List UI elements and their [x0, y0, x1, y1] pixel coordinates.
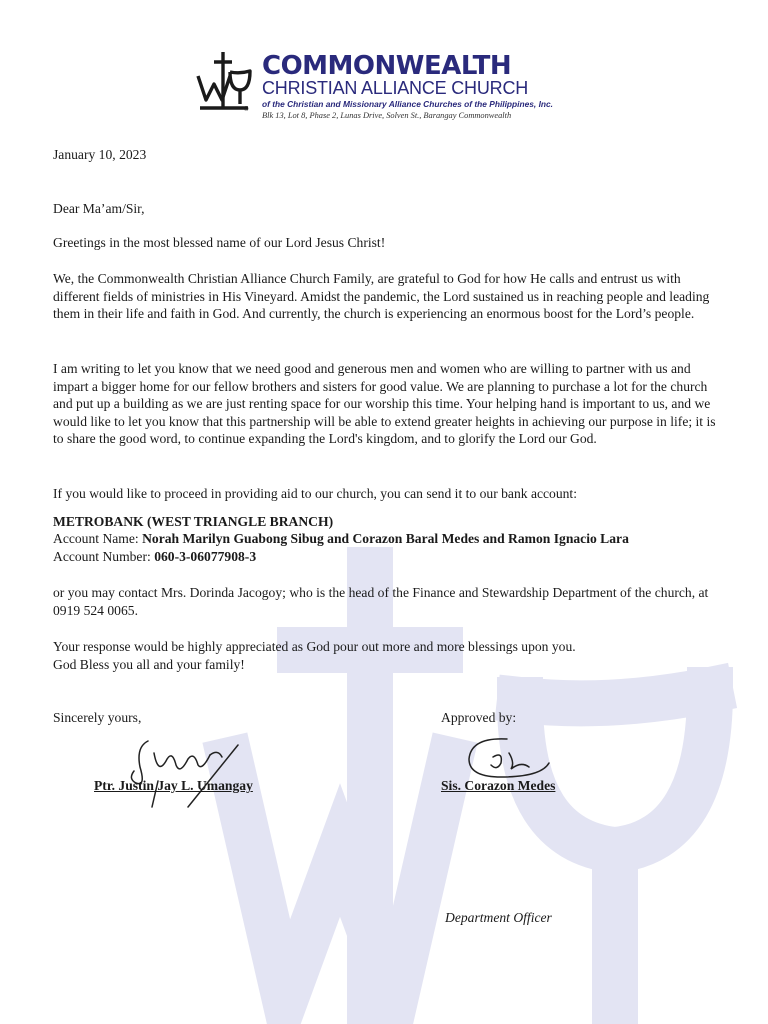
account-name-label: Account Name: [53, 531, 139, 546]
approved-label: Approved by: [441, 710, 517, 725]
paragraph-request: I am writing to let you know that we need good and generous men and women who are willing to partner with us and impart a bigger home for our fellow brothers and sisters for good value. We are planning to purchase a lot for the church and put up a building as we are just renting space for our worship this time. Your helping hand is important to us, and we would like to let you know that this partnership will be able to extend greater heights in achieving our purpose in life; it is to share the good word, to continue expanding the Lord's kingdom, and to glorify the Lord our God. [53, 361, 716, 447]
account-name-line [53, 530, 721, 548]
signatory-approver-title: Department Officer [445, 910, 552, 925]
org-subname: CHRISTIAN ALLIANCE CHURCH [262, 78, 529, 98]
account-number-value: 060-3-06077908-3 [154, 549, 257, 564]
account-name-value: Norah Marilyn Guabong Sibug and Corazon Baral Medes and Ramon Ignacio Lara [142, 531, 629, 546]
org-address: Blk 13, Lot 8, Phase 2, Lunas Drive, Solven St., Barangay Commonwealth [262, 111, 512, 120]
org-name: COMMONWEALTH [262, 51, 512, 81]
letter-date: January 10, 2023 [53, 147, 147, 162]
salutation: Dear Ma’am/Sir, [53, 201, 145, 216]
church-logo-icon [192, 50, 254, 114]
greeting: Greetings in the most blessed name of our Lord Jesus Christ! [53, 235, 386, 250]
letterhead [192, 48, 592, 128]
sign-off: Sincerely yours, [53, 710, 142, 725]
org-affiliation: of the Christian and Missionary Alliance Churches of the Philippines, Inc. [262, 99, 554, 109]
bank-name: METROBANK (WEST TRIANGLE BRANCH) [53, 514, 334, 529]
closing-line-2: God Bless you all and your family! [53, 657, 245, 672]
paragraph-contact: or you may contact Mrs. Dorinda Jacogoy; who is the head of the Finance and Stewardship Department of the church, at 0919 524 0065. [53, 585, 709, 618]
paragraph-bank-intro: If you would like to proceed in providing aid to our church, you can send it to our bank account: [53, 486, 577, 501]
account-number-line [53, 548, 721, 566]
registered-mark: ® [244, 107, 249, 113]
signatory-approver: Sis. Corazon Medes [441, 778, 556, 793]
closing-line-1: Your response would be highly appreciated as God pour out more and more blessings upon you. [53, 639, 576, 654]
account-number-label: Account Number: [53, 549, 151, 564]
paragraph-gratitude: We, the Commonwealth Christian Alliance Church Family, are grateful to God for how He calls and entrust us with different fields of ministries in His Vineyard. Amidst the pandemic, the Lord sustained us in reaching people and leading them in their life and faith in God. And currently, the church is experiencing an enormous boost for the Lord’s people. [53, 271, 710, 322]
signatory-pastor: Ptr. Justin Jay L. Umangay [94, 778, 253, 793]
signature-1 [118, 735, 248, 810]
